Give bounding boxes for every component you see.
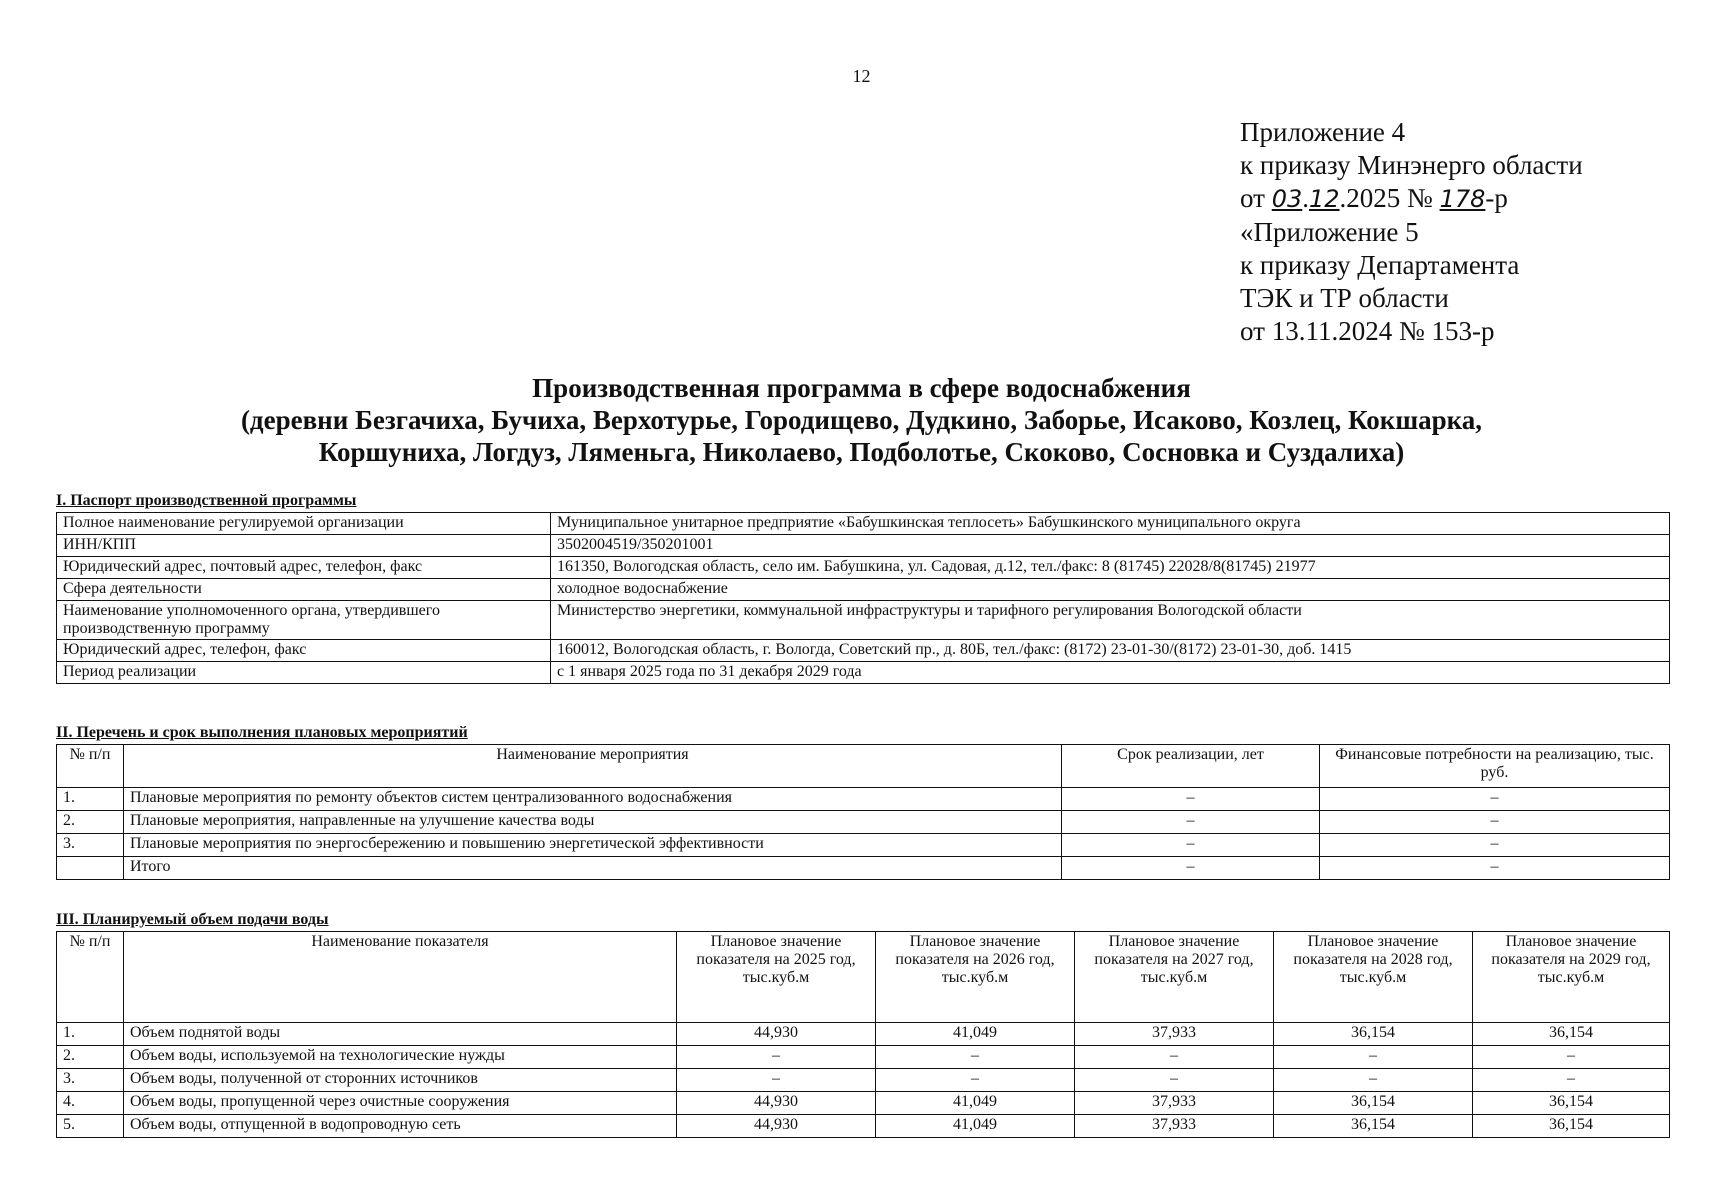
value-2027: –: [1075, 1069, 1274, 1092]
table-row: [57, 579, 1670, 601]
appendix-line: Приложение 4: [1240, 117, 1406, 147]
table-row: [57, 557, 1670, 579]
row-number: 3.: [57, 1069, 124, 1092]
passport-value: с 1 января 2025 года по 31 декабря 2029 года: [551, 662, 1670, 684]
header-2027: Плановое значение показателя на 2027 год, тыс.куб.м: [1075, 932, 1274, 1023]
appendix-date-line: [1240, 182, 1583, 216]
passport-value: 160012, Вологодская область, г. Вологда, Советский пр., д. 80Б, тел./факс: (8172) 23-01-30/(8172) 23-01-30, доб. 1415: [551, 640, 1670, 662]
value-2028: –: [1274, 1046, 1473, 1069]
value-2025: 44,930: [677, 1115, 876, 1138]
measure-finance: –: [1320, 857, 1670, 880]
value-2028: 36,154: [1274, 1023, 1473, 1046]
indicator-name: Объем поднятой воды: [124, 1023, 677, 1046]
header-term: Срок реализации, лет: [1062, 745, 1320, 788]
measure-term: –: [1062, 834, 1320, 857]
header-2025: Плановое значение показателя на 2025 год, тыс.куб.м: [677, 932, 876, 1023]
row-number: 2.: [57, 1046, 124, 1069]
passport-value: холодное водоснабжение: [551, 579, 1670, 601]
appendix-text: от: [1240, 183, 1272, 213]
measure-name: Итого: [124, 857, 1062, 880]
value-2025: –: [677, 1069, 876, 1092]
row-number: 3.: [57, 834, 124, 857]
value-2025: 44,930: [677, 1092, 876, 1115]
value-2025: 44,930: [677, 1023, 876, 1046]
passport-label: Период реализации: [57, 662, 551, 684]
measure-name: Плановые мероприятия по энергосбережению и повышению энергетической эффективности: [124, 834, 1062, 857]
row-number: 4.: [57, 1092, 124, 1115]
value-2029: 36,154: [1473, 1023, 1670, 1046]
header-2028: Плановое значение показателя на 2028 год, тыс.куб.м: [1274, 932, 1473, 1023]
passport-table: [56, 512, 1670, 684]
measure-finance: –: [1320, 834, 1670, 857]
section-title-measures: II. Перечень и срок выполнения плановых мероприятий: [56, 724, 468, 741]
value-2029: 36,154: [1473, 1092, 1670, 1115]
section-title-volume: III. Планируемый объем подачи воды: [56, 911, 329, 928]
passport-value: Муниципальное унитарное предприятие «Бабушкинская теплосеть» Бабушкинского муниципального округа: [551, 513, 1670, 535]
passport-value: Министерство энергетики, коммунальной инфраструктуры и тарифного регулирования Вологодской области: [551, 601, 1670, 640]
appendix-line: к приказу Департамента: [1240, 250, 1520, 280]
section-title-passport: I. Паспорт производственной программы: [56, 492, 357, 509]
handwritten-day: 03: [1271, 185, 1303, 213]
value-2027: –: [1075, 1046, 1274, 1069]
passport-label: ИНН/КПП: [57, 535, 551, 557]
title-line: (деревни Безгачиха, Бучиха, Верхотурье, Городищево, Дудкино, Заборье, Исаково, Козлец, Кокшарка,: [240, 405, 1483, 435]
value-2027: 37,933: [1075, 1115, 1274, 1138]
measure-finance: –: [1320, 788, 1670, 811]
title-line: Коршуниха, Логдуз, Ляменьга, Николаево, Подболотье, Скоково, Сосновка и Суздалиха): [318, 437, 1405, 467]
header-name: Наименование мероприятия: [124, 745, 1062, 788]
table-row: [57, 1069, 1670, 1092]
appendix-text: -р: [1485, 183, 1508, 213]
value-2029: –: [1473, 1069, 1670, 1092]
appendix-line: «Приложение 5: [1240, 217, 1419, 247]
value-2028: 36,154: [1274, 1092, 1473, 1115]
row-number: 1.: [57, 1023, 124, 1046]
value-2027: 37,933: [1075, 1092, 1274, 1115]
value-2028: –: [1274, 1069, 1473, 1092]
table-row: [57, 811, 1670, 834]
indicator-name: Объем воды, полученной от сторонних источников: [124, 1069, 677, 1092]
passport-value: 3502004519/350201001: [551, 535, 1670, 557]
indicator-name: Объем воды, пропущенной через очистные сооружения: [124, 1092, 677, 1115]
passport-label: Полное наименование регулируемой организации: [57, 513, 551, 535]
handwritten-month: 12: [1309, 185, 1340, 213]
appendix-text: .2025 №: [1339, 183, 1440, 213]
passport-label: Наименование уполномоченного органа, утвердившего производственную программу: [57, 601, 551, 640]
value-2026: 41,049: [876, 1023, 1075, 1046]
table-row: [57, 1115, 1670, 1138]
table-row: [57, 1023, 1670, 1046]
value-2026: –: [876, 1046, 1075, 1069]
table-row: [57, 1046, 1670, 1069]
measures-table: [56, 744, 1670, 880]
measure-term: –: [1062, 788, 1320, 811]
header-num: № п/п: [57, 745, 124, 788]
appendix-header: [1240, 116, 1583, 348]
measure-name: Плановые мероприятия, направленные на улучшение качества воды: [124, 811, 1062, 834]
row-number: 5.: [57, 1115, 124, 1138]
table-row: [57, 857, 1670, 880]
row-number: [57, 857, 124, 880]
value-2025: –: [677, 1046, 876, 1069]
measure-term: –: [1062, 857, 1320, 880]
header-num: № п/п: [57, 932, 124, 1023]
table-row: [57, 513, 1670, 535]
appendix-text: .: [1302, 183, 1309, 213]
measure-finance: –: [1320, 811, 1670, 834]
table-row: [57, 601, 1670, 640]
appendix-line: к приказу Минэнерго области: [1240, 150, 1583, 180]
value-2026: 41,049: [876, 1115, 1075, 1138]
indicator-name: Объем воды, используемой на технологические нужды: [124, 1046, 677, 1069]
table-header-row: [57, 932, 1670, 1023]
passport-value: 161350, Вологодская область, село им. Бабушкина, ул. Садовая, д.12, тел./факс: 8 (81745) 22028/8(81745) 21977: [551, 557, 1670, 579]
table-row: [57, 1092, 1670, 1115]
appendix-line: ТЭК и ТР области: [1240, 283, 1449, 313]
volume-table: [56, 931, 1670, 1138]
row-number: 2.: [57, 811, 124, 834]
table-row: [57, 788, 1670, 811]
passport-label: Юридический адрес, телефон, факс: [57, 640, 551, 662]
value-2026: –: [876, 1069, 1075, 1092]
header-name: Наименование показателя: [124, 932, 677, 1023]
header-finance: Финансовые потребности на реализацию, тыс. руб.: [1320, 745, 1670, 788]
header-2026: Плановое значение показателя на 2026 год, тыс.куб.м: [876, 932, 1075, 1023]
header-2029: Плановое значение показателя на 2029 год, тыс.куб.м: [1473, 932, 1670, 1023]
title-line: Производственная программа в сфере водоснабжения: [532, 373, 1191, 403]
passport-label: Юридический адрес, почтовый адрес, телефон, факс: [57, 557, 551, 579]
value-2027: 37,933: [1075, 1023, 1274, 1046]
value-2028: 36,154: [1274, 1115, 1473, 1138]
table-row: [57, 535, 1670, 557]
appendix-line: от 13.11.2024 № 153-р: [1240, 316, 1495, 346]
table-header-row: [57, 745, 1670, 788]
row-number: 1.: [57, 788, 124, 811]
value-2029: –: [1473, 1046, 1670, 1069]
table-row: [57, 662, 1670, 684]
passport-label: Сфера деятельности: [57, 579, 551, 601]
table-row: [57, 640, 1670, 662]
measure-name: Плановые мероприятия по ремонту объектов систем централизованного водоснабжения: [124, 788, 1062, 811]
indicator-name: Объем воды, отпущенной в водопроводную сеть: [124, 1115, 677, 1138]
measure-term: –: [1062, 811, 1320, 834]
value-2029: 36,154: [1473, 1115, 1670, 1138]
handwritten-order-number: 178: [1439, 185, 1486, 213]
value-2026: 41,049: [876, 1092, 1075, 1115]
table-row: [57, 834, 1670, 857]
document-title: [0, 372, 1723, 468]
page-number: 12: [852, 66, 871, 86]
